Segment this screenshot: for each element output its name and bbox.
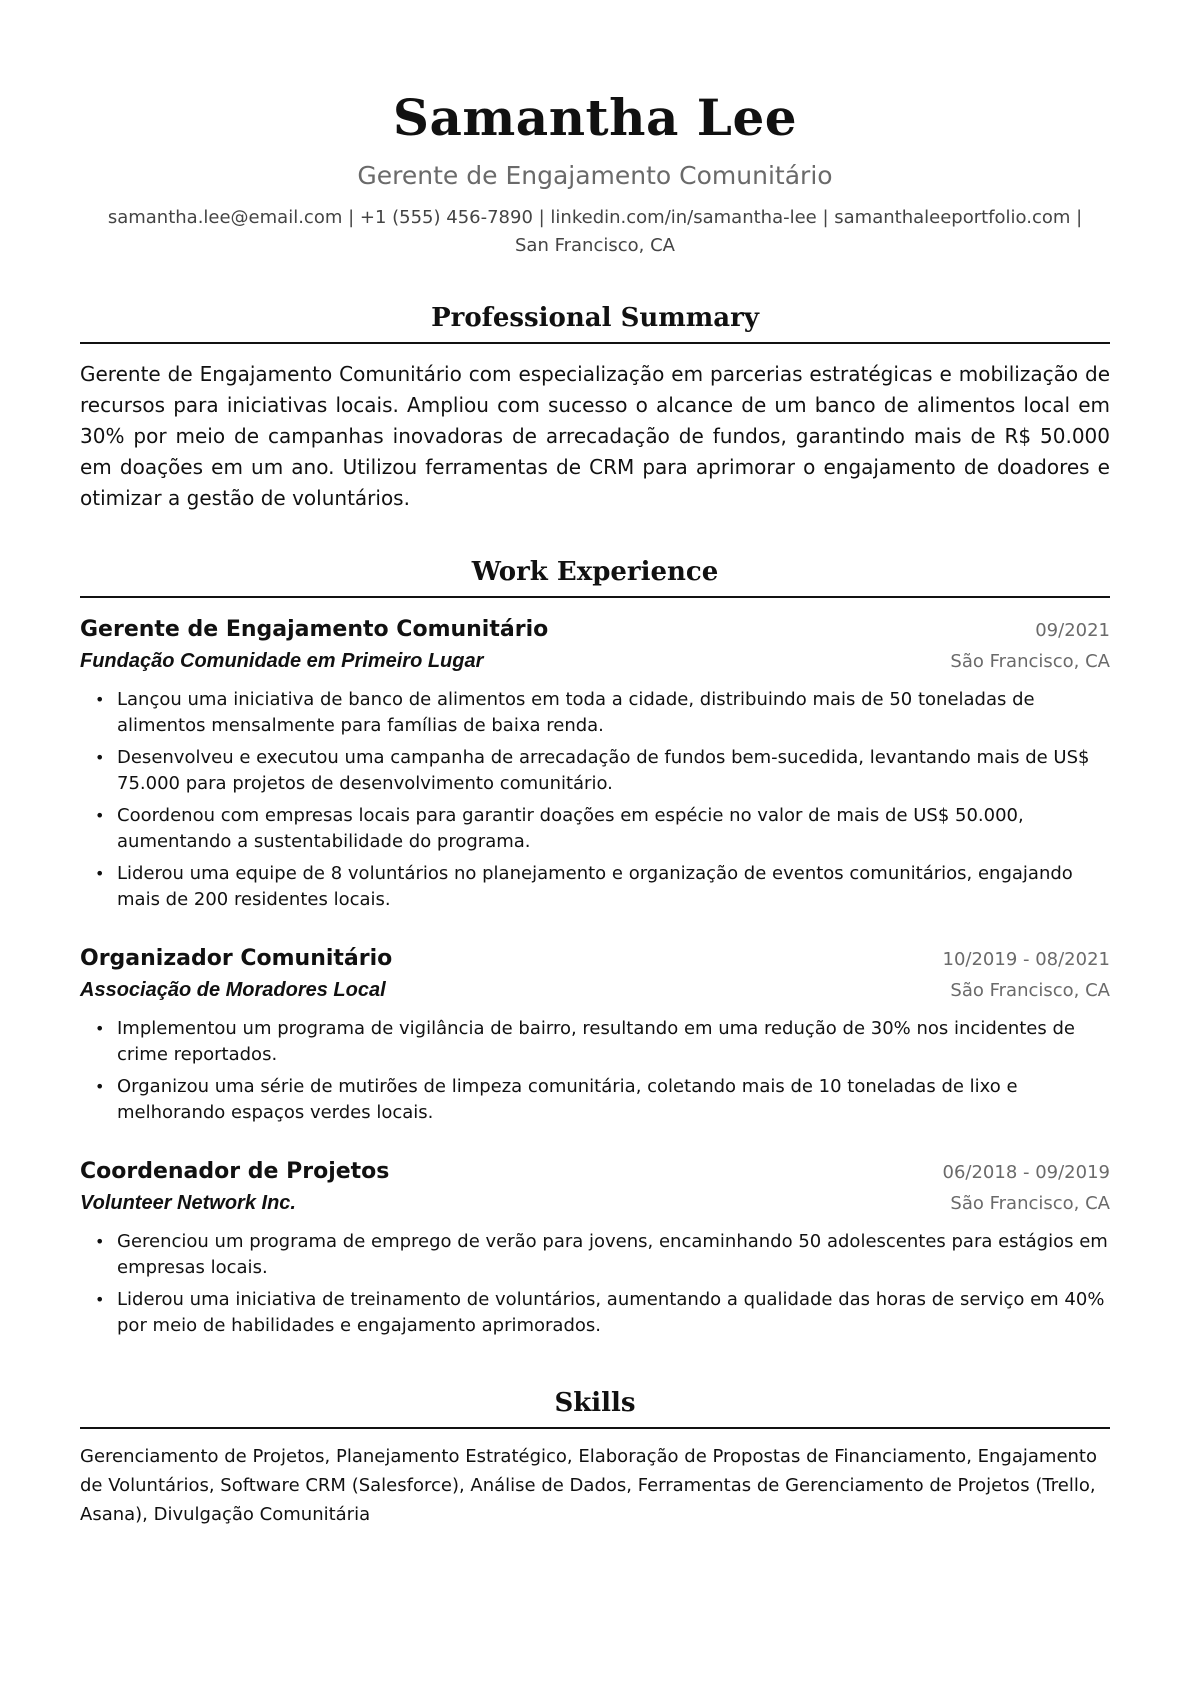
job-company: Volunteer Network Inc. bbox=[80, 1192, 296, 1214]
summary-text: Gerente de Engajamento Comunitário com especialização em parcerias estratégicas e mobilização de recursos para iniciativas locais. Ampliou com sucesso o alcance de um banco de alimentos local em 30% por meio de campanhas inovadoras de arrecadação de fundos, garantindo mais de R$ 50.000 em doações em um ano. Utilizou ferramentas de CRM para aprimorar o engajamento de doadores e otimizar a gestão de voluntários. bbox=[80, 362, 1110, 510]
work-experience-section bbox=[80, 554, 1110, 1339]
job-bullets bbox=[80, 687, 1110, 913]
job-bullets bbox=[80, 1229, 1110, 1339]
job-bullet: • Gerenciou um programa de emprego de verão para jovens, encaminhando 50 adolescentes para estágios em empresas locais. bbox=[117, 1229, 1110, 1281]
job-location: São Francisco, CA bbox=[950, 651, 1110, 672]
job-bullet: • Desenvolveu e executou uma campanha de arrecadação de fundos bem-sucedida, levantando mais de US$ 75.000 para projetos de desenvolvimento comunitário. bbox=[117, 745, 1110, 797]
skills-text: Gerenciamento de Projetos, Planejamento Estratégico, Elaboração de Propostas de Financiamento, Engajamento de Voluntários, Software CRM (Salesforce), Análise de Dados, Ferramentas de Gerenciamento de Projetos (Trello, Asana), Divulgação Comunitária bbox=[80, 1446, 1097, 1525]
job-title: Coordenador de Projetos bbox=[80, 1159, 390, 1184]
summary-heading: Professional Summary bbox=[80, 300, 1110, 344]
job-dates: 06/2018 - 09/2019 bbox=[942, 1162, 1110, 1183]
job-bullets bbox=[80, 1016, 1110, 1126]
job-company: Fundação Comunidade em Primeiro Lugar bbox=[80, 650, 484, 672]
job-location: São Francisco, CA bbox=[950, 1193, 1110, 1214]
job-bullet: • Liderou uma equipe de 8 voluntários no planejamento e organização de eventos comunitários, engajando mais de 200 residentes locais. bbox=[117, 861, 1110, 913]
candidate-name: Samantha Lee bbox=[392, 88, 798, 147]
job-bullet: • Lançou uma iniciativa de banco de alimentos em toda a cidade, distribuindo mais de 50 toneladas de alimentos mensalmente para famílias de baixa renda. bbox=[117, 687, 1110, 739]
job-dates: 10/2019 - 08/2021 bbox=[942, 949, 1110, 970]
candidate-role: Gerente de Engajamento Comunitário bbox=[357, 161, 833, 190]
summary-section bbox=[80, 300, 1110, 514]
contact-info bbox=[80, 204, 1110, 260]
job-entry bbox=[80, 1156, 1110, 1339]
contact-location: San Francisco, CA bbox=[515, 235, 675, 256]
contact-line: samantha.lee@email.com | +1 (555) 456-7890 | linkedin.com/in/samantha-lee | samanthaleeportfolio.com | bbox=[107, 207, 1083, 228]
work-experience-heading: Work Experience bbox=[80, 554, 1110, 598]
job-location: São Francisco, CA bbox=[950, 980, 1110, 1001]
job-bullet: • Organizou uma série de mutirões de limpeza comunitária, coletando mais de 10 toneladas de lixo e melhorando espaços verdes locais. bbox=[117, 1074, 1110, 1126]
job-bullet: • Implementou um programa de vigilância de bairro, resultando em uma redução de 30% nos incidentes de crime reportados. bbox=[117, 1016, 1110, 1068]
job-title: Organizador Comunitário bbox=[80, 946, 393, 971]
job-company: Associação de Moradores Local bbox=[80, 979, 386, 1001]
job-entry bbox=[80, 943, 1110, 1126]
job-bullet: • Coordenou com empresas locais para garantir doações em espécie no valor de mais de US$ 50.000, aumentando a sustentabilidade do programa. bbox=[117, 803, 1110, 855]
job-bullet: • Liderou uma iniciativa de treinamento de voluntários, aumentando a qualidade das horas de serviço em 40% por meio de habilidades e engajamento aprimorados. bbox=[117, 1287, 1110, 1339]
skills-section bbox=[80, 1385, 1110, 1529]
job-title: Gerente de Engajamento Comunitário bbox=[80, 617, 549, 642]
job-dates: 09/2021 bbox=[1035, 620, 1110, 641]
skills-heading: Skills bbox=[80, 1385, 1110, 1429]
job-entry bbox=[80, 614, 1110, 913]
